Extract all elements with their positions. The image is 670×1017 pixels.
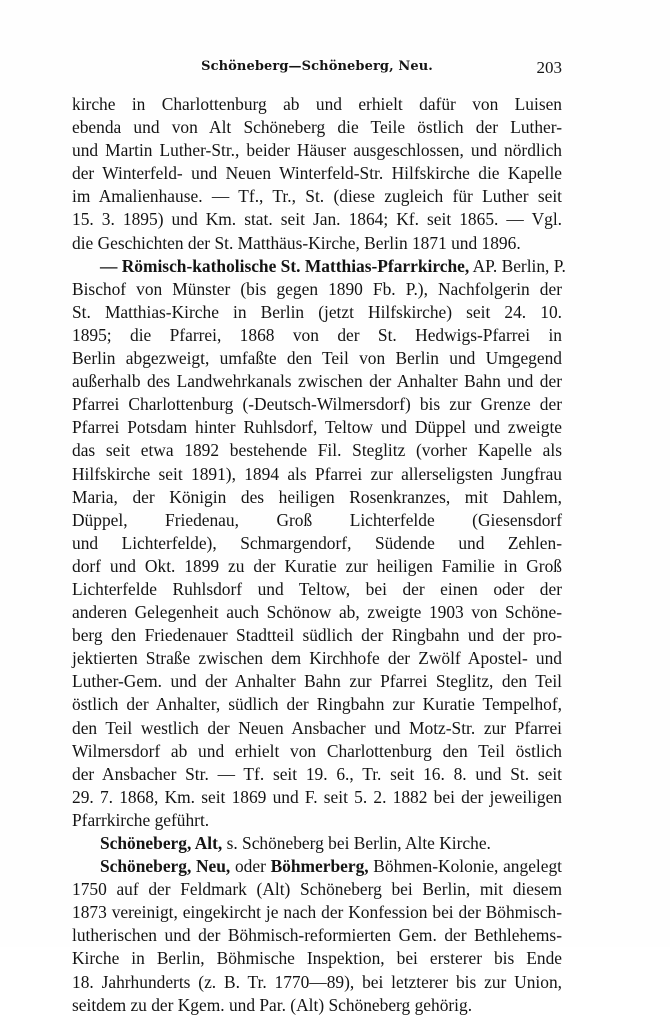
entry-heading-schoeneberg-neu: Schöneberg, Neu,	[100, 856, 231, 877]
text-line: und Lichterfelde), Schmargendorf, Südende und Zehlen-	[72, 532, 562, 553]
page-number: 203	[536, 58, 562, 77]
text-line: außerhalb des Landwehrkanals zwischen der Anhalter Bahn und der	[72, 371, 562, 392]
text-line: dorf und Okt. 1899 zu der Kuratie zur heiligen Familie in Groß	[72, 555, 562, 576]
text-line: Wilmersdorf ab und erhielt von Charlottenburg den Teil östlich	[72, 740, 562, 761]
running-title: Schöneberg—Schöneberg, Neu.	[201, 59, 433, 74]
text-line: 15. 3. 1895) und Km. stat. seit Jan. 1864; Kf. seit 1865. — Vgl.	[72, 209, 562, 230]
text-line: Düppel, Friedenau, Groß Lichterfelde (Giesensdorf	[72, 509, 562, 530]
text-line: 18. Jahrhunderts (z. B. Tr. 1770—89), bei letzterer bis zur Union,	[72, 971, 562, 992]
text-line: Hilfskirche seit 1891), 1894 als Pfarrei zur allerseligsten Jungfrau	[72, 463, 562, 484]
entry-heading-schoeneberg-alt: Schöneberg, Alt,	[100, 833, 223, 853]
text-line: Bischof von Münster (bis gegen 1890 Fb. P.), Nachfolgerin der	[72, 278, 562, 299]
text-line: das seit etwa 1892 bestehende Fil. Steglitz (vorher Kapelle als	[72, 440, 562, 461]
text-line: anderen Gelegenheit auch Schönow ab, zweigte 1903 von Schöne-	[72, 602, 562, 623]
text-line: seitdem zu der Kgem. und Par. (Alt) Schöneberg gehörig.	[72, 994, 473, 1015]
text-line: der Winterfeld- und Neuen Winterfeld-Str. Hilfskirche die Kapelle	[72, 163, 562, 184]
section-heading-line: — Römisch-katholische St. Matthias-Pfarrkirche, AP. Berlin, P.	[100, 255, 566, 276]
entry-line-neu: Schöneberg, Neu, oder Böhmerberg, Böhmen-Kolonie, angelegt	[100, 856, 562, 877]
text-line: 29. 7. 1868, Km. seit 1869 und F. seit 5. 2. 1882 bei der jeweiligen	[72, 786, 562, 807]
entry-line-alt: Schöneberg, Alt, s. Schöneberg bei Berlin, Alte Kirche.	[100, 833, 491, 853]
text-line: 1873 vereinigt, eingekircht je nach der Konfession bei der Böhmisch-	[72, 902, 562, 923]
text-line: östlich der Anhalter, südlich der Ringbahn zur Kuratie Tempelhof,	[72, 694, 562, 715]
text-line: 1750 auf der Feldmark (Alt) Schöneberg bei Berlin, mit diesem	[72, 879, 562, 900]
body-text	[72, 93, 566, 1017]
text-line: 1895; die Pfarrei, 1868 von der St. Hedwigs-Pfarrei in	[72, 324, 562, 345]
text-line: Kirche in Berlin, Böhmische Inspektion, bei ersterer bis Ende	[72, 948, 562, 969]
text-line: Luther-Gem. und der Anhalter Bahn zur Pfarrei Steglitz, den Teil	[72, 671, 562, 692]
text-line: Berlin abgezweigt, umfaßte den Teil von Berlin und Umgegend	[72, 348, 562, 369]
text-line: und Martin Luther-Str., beider Häuser ausgeschlossen, und nördlich	[72, 140, 562, 161]
text-line: lutherischen und der Böhmisch-reformierten Gem. der Bethlehems-	[72, 925, 562, 946]
text-line: St. Matthias-Kirche in Berlin (jetzt Hilfskirche) seit 24. 10.	[72, 301, 562, 322]
text-line: Pfarrei Potsdam hinter Ruhlsdorf, Teltow und Düppel und zweigte	[72, 417, 562, 438]
text-line: jektierten Straße zwischen dem Kirchhofe der Zwölf Apostel- und	[72, 648, 562, 669]
text-line: kirche in Charlottenburg ab und erhielt dafür von Luisen	[72, 94, 562, 114]
text-line: Pfarrkirche geführt.	[72, 809, 210, 830]
entry-heading-roman-catholic: — Römisch-katholische St. Matthias-Pfarrkirche,	[100, 255, 470, 276]
text-line: berg den Friedenauer Stadtteil südlich der Ringbahn und der pro-	[72, 625, 562, 646]
text-line: im Amalienhause. — Tf., Tr., St. (diese zugleich für Luther seit	[72, 186, 562, 207]
text-line: der Ansbacher Str. — Tf. seit 19. 6., Tr. seit 16. 8. und St. seit	[72, 763, 562, 784]
running-head	[72, 59, 562, 79]
entry-heading-boehmerberg: Böhmerberg,	[270, 856, 369, 877]
text-line: Maria, der Königin des heiligen Rosenkranzes, mit Dahlem,	[72, 486, 562, 507]
text-line: die Geschichten der St. Matthäus-Kirche, Berlin 1871 und 1896.	[72, 232, 521, 253]
text-line: ebenda und von Alt Schöneberg die Teile östlich der Luther-	[72, 117, 562, 138]
text-line: den Teil westlich der Neuen Ansbacher und Motz-Str. zur Pfarrei	[72, 717, 562, 738]
text-line: Pfarrei Charlottenburg (-Deutsch-Wilmersdorf) bis zur Grenze der	[72, 394, 562, 415]
text-line: Lichterfelde Ruhlsdorf und Teltow, bei der einen oder der	[72, 578, 562, 599]
